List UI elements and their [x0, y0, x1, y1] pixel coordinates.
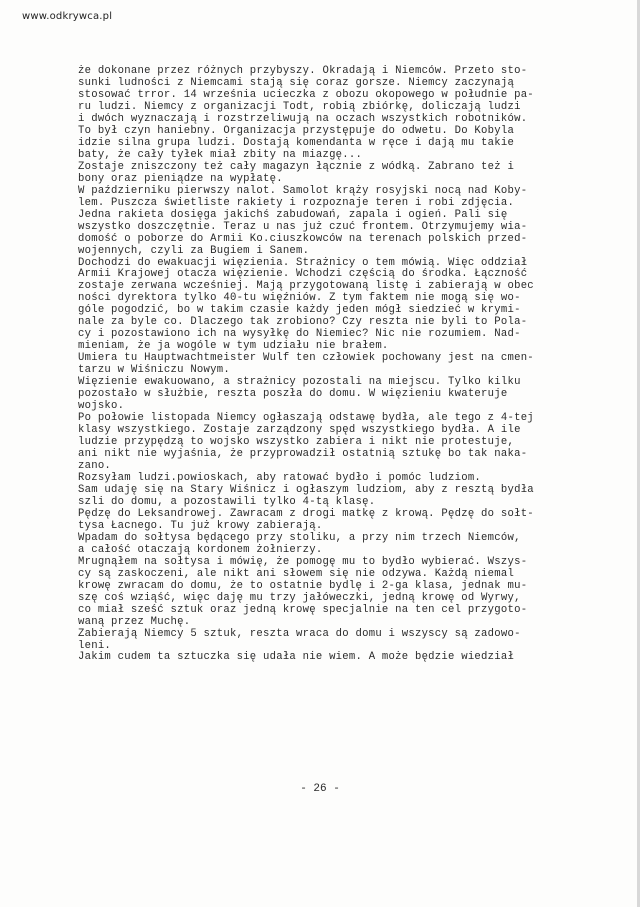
text-line: zano.: [78, 459, 112, 472]
text-line: Mrugnąłem na sołtysa i mówię, że pomogę mu to bydło wybierać. Wszys-: [78, 555, 528, 568]
text-line: wojsko.: [78, 400, 125, 413]
text-line: Zabierają Niemcy 5 sztuk, reszta wraca do domu i wszyscy są zadowo-: [78, 627, 521, 640]
text-line: stosować trror. 14 września ucieczka z obozu okopowego w południe pa-: [78, 88, 534, 101]
text-line: leni.: [78, 639, 112, 652]
text-line: że dokonane przez różnych przybyszy. Okradają i Niemców. Przeto sto-: [78, 65, 528, 77]
text-line: Rozsyłam ludzi.powioskach, aby ratować bydło i pomóc ludziom.: [78, 471, 482, 484]
text-line: szę coś wziąść, więc daję mu trzy jałóweczki, jedną krowę od Wyrwy,: [78, 591, 521, 604]
text-line: sunki ludności z Niemcami stają się coraz gorsze. Niemcy zaczynają: [78, 76, 515, 89]
text-line: lem. Puszcza świetliste rakiety i rozpoznaje teren i robi zdjęcia.: [78, 196, 515, 209]
text-line: To był czyn haniebny. Organizacja przystępuje do odwetu. Do Kobyla: [78, 124, 515, 137]
text-line: baty, że cały tyłek miał zbity na miazgę...: [78, 148, 363, 161]
text-line: W październiku pierwszy nalot. Samolot krąży rosyjski nocą nad Koby-: [78, 184, 528, 197]
text-line: ludzie przypędzą to wojsko wszystko zabiera i nikt nie protestuje,: [78, 436, 515, 449]
page-number: - 26 -: [300, 783, 340, 795]
text-line: Więzienie ewakuowano, a strażnicy pozostali na miejscu. Tylko kilku: [78, 376, 521, 389]
text-line: pozostało w służbie, reszta poszła do domu. W więzieniu kwateruje: [78, 388, 508, 401]
text-line: Zostaje zniszczony też cały magazyn łącznie z wódką. Zabrano też i: [78, 160, 515, 173]
text-line: tysa Łacnego. Tu już krowy zabierają.: [78, 519, 323, 532]
text-line: ności dyrektora tylko 40-tu więźniów. Z tym faktem nie mogą się wo-: [78, 292, 521, 305]
body-text: [78, 66, 626, 664]
text-line: Po połowie listopada Niemcy ogłaszają odstawę bydła, ale tego z 4-tej: [78, 412, 534, 425]
text-line: cy i pozostawiono ich na wysyłkę do Niemiec? Nic nie rozumiem. Nad-: [78, 328, 521, 341]
text-line: Wpadam do sołtysa będącego przy stoliku, a przy nim trzech Niemców,: [78, 531, 521, 544]
text-line: waną przez Muchę.: [78, 615, 191, 628]
text-line: Pędzę do Leksandrowej. Zawracam z drogi matkę z krową. Pędzę do sołt-: [78, 507, 534, 520]
text-line: Jedna rakieta dosięga jakichś zabudowań, zapala i ogień. Pali się: [78, 208, 508, 221]
text-line: góle pogodzić, bo w takim czasie każdy jeden mógł siedzieć w krymi-: [78, 304, 521, 317]
text-line: Jakim cudem ta sztuczka się udała nie wiem. A może będzie wiedział: [78, 651, 515, 664]
text-line: tarzu w Wiśniczu Nowym.: [78, 364, 230, 377]
text-line: wszystko doszczętnie. Teraz u nas już czuć frontem. Otrzymujemy wia-: [78, 220, 528, 233]
text-line: a całość otaczają kordonem żołnierzy.: [78, 543, 323, 556]
text-line: Umiera tu Hauptwachtmeister Wulf ten człowiek pochowany jest na cmen-: [78, 352, 534, 365]
text-line: cy są zaskoczeni, ale nikt ani słowem się nie odzywa. Każdą niemal: [78, 567, 515, 580]
text-line: bony oraz pieniądze na wypłatę.: [78, 172, 283, 185]
text-line: ru ludzi. Niemcy z organizacji Todt, robią zbiórkę, doliczają ludzi: [78, 100, 521, 113]
text-line: klasy wszystkiego. Zostaje zarządzony spęd wszystkiego bydła. A ile: [78, 424, 521, 437]
text-line: domość o poborze do Armii Ko.ciuszkowców na terenach polskich przed-: [78, 232, 528, 245]
text-line: mieniam, że ja wogóle w tym udziału nie brałem.: [78, 340, 389, 353]
text-line: szli do domu, a pozostawili tylko 4-tą klasę.: [78, 495, 376, 508]
text-line: wojennych, czyli za Bugiem i Sanem.: [78, 244, 310, 257]
text-line: co miał sześć sztuk oraz jedną krowę specjalnie na ten cel przygoto-: [78, 603, 528, 616]
text-line: krowę zwracam do domu, że to ostatnie bydlę i 2-ga klasa, jednak mu-: [78, 579, 528, 592]
text-line: zostaje zerwana wcześniej. Mają przygotowaną listę i zabierają w obec: [78, 280, 534, 293]
text-line: Dochodzi do ewakuacji więzienia. Strażnicy o tem mówią. Więc oddział: [78, 256, 528, 269]
text-line: nale za byle co. Dlaczego tak zrobiono? Czy reszta nie byli to Pola-: [78, 316, 528, 329]
watermark: www.odkrywca.pl: [22, 11, 113, 22]
text-line: Armii Krajowej otacza więzienie. Wchodzi częścią do środka. Łączność: [78, 268, 528, 281]
text-line: i dwóch wyznaczają i rozstrzeliwują na oczach wszystkich robotników.: [78, 112, 528, 125]
text-line: Sam udaję się na Stary Wiśnicz i ogłaszym ludziom, aby z resztą bydła: [78, 483, 534, 496]
text-line: idzie silna grupa ludzi. Dostają komendanta w ręce i dają mu takie: [78, 136, 515, 149]
text-line: ani nikt nie wyjaśnia, że przyprowadził ostatnią sztukę bo tak naka-: [78, 448, 528, 460]
